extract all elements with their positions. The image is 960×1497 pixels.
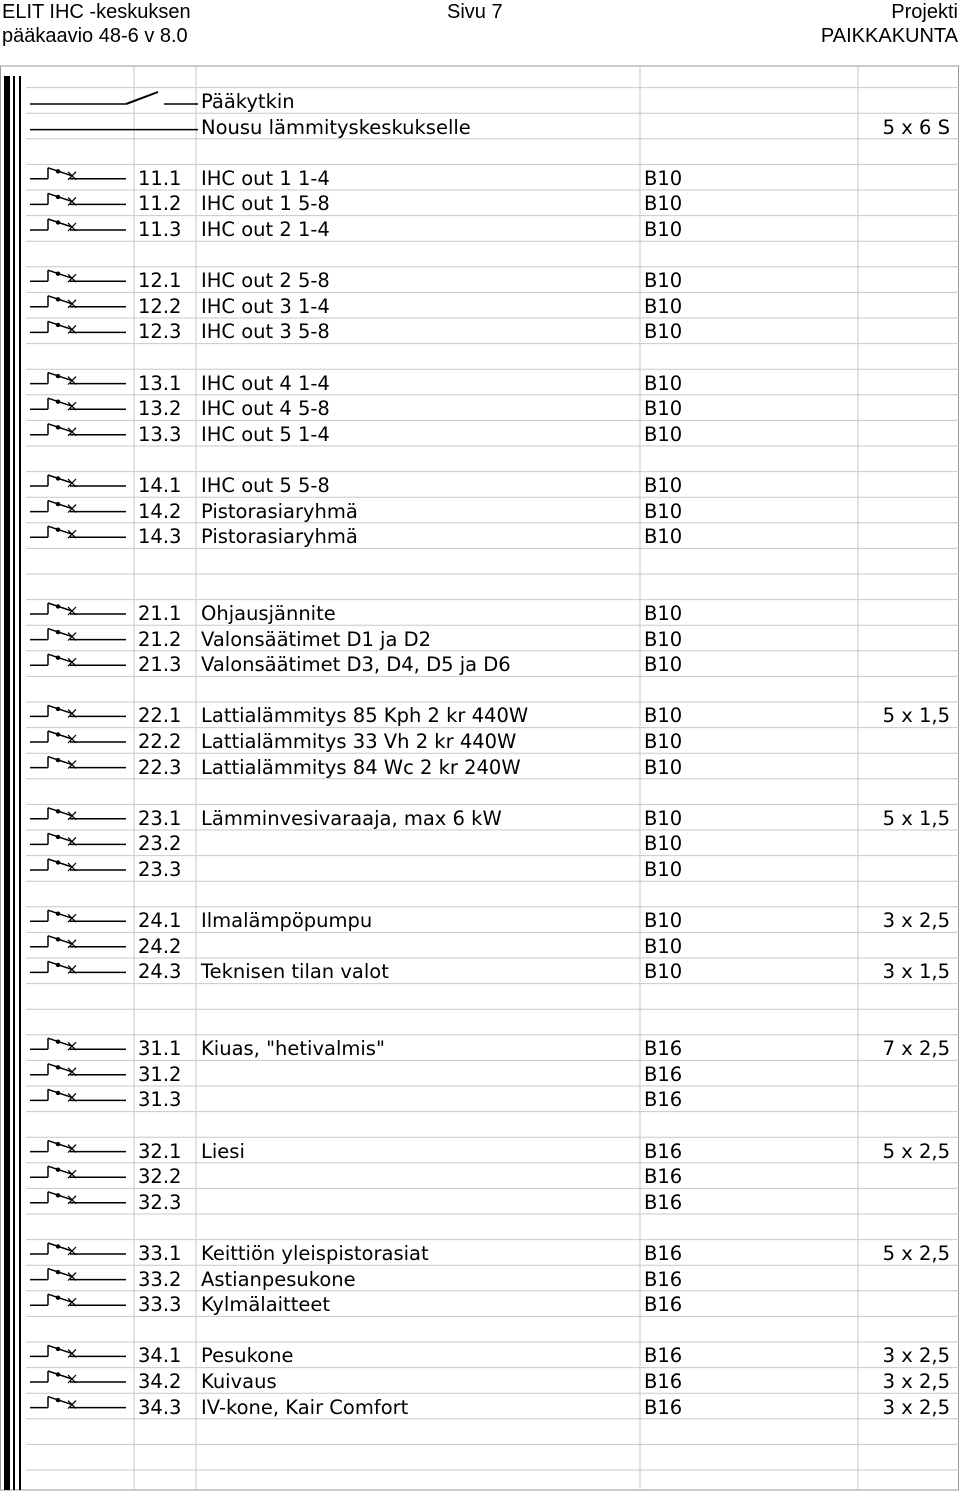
circuit-fuse: B10 [644,832,683,856]
circuit-id: 34.2 [138,1370,182,1393]
breaker-symbol [30,1192,126,1204]
circuit-description: Lattialämmitys 85 Kph 2 kr 440W [201,704,529,728]
switch-blade [126,92,158,104]
circuit-fuse: B16 [644,1267,683,1291]
feed-cable: 5 x 6 S [882,115,950,139]
circuit-id: 12.3 [138,320,182,344]
circuit-fuse: B10 [644,755,683,779]
circuit-id: 32.1 [138,1139,182,1163]
circuit-description: Lattialämmitys 33 Vh 2 kr 440W [201,730,517,753]
circuit-description: Keittiön yleispistorasiat [201,1242,429,1265]
breaker-dot [56,1065,60,1069]
breaker-dot [56,1193,60,1197]
circuit-id: 33.3 [138,1293,182,1317]
circuit-description: IHC out 2 5-8 [201,269,330,293]
breaker-dot [56,1244,60,1248]
circuit-id: 23.1 [138,806,182,830]
breaker-symbol [30,1166,126,1178]
breaker-symbol [30,757,126,769]
circuit-description: IHC out 1 5-8 [201,192,330,216]
circuit-id: 14.1 [138,474,182,497]
circuit-fuse: B16 [644,1344,683,1368]
circuit-cable: 3 x 2,5 [882,909,950,933]
circuit-cable: 3 x 2,5 [882,1395,950,1419]
circuit-fuse: B10 [644,653,683,677]
breaker-symbol [30,705,126,717]
circuit-fuse: B10 [644,320,683,344]
breaker-dot [56,732,60,736]
circuit-cable: 3 x 1,5 [882,960,950,984]
circuit-id: 24.3 [138,960,182,984]
project-label: Projekti [891,1,958,23]
breaker-symbol [30,296,126,308]
circuit-id: 34.3 [138,1395,182,1419]
circuit-description: Ohjausjännite [201,602,336,625]
circuit-fuse: B10 [644,166,683,190]
circuit-id: 12.2 [138,294,182,318]
circuit-id: 13.1 [138,371,182,395]
circuit-description: IHC out 2 1-4 [201,218,330,241]
breaker-symbol [30,373,126,385]
breaker-symbol [30,526,126,538]
circuit-id: 11.3 [138,218,182,241]
circuit-id: 21.1 [138,602,182,625]
circuit-fuse: B10 [644,525,683,549]
circuit-fuse: B10 [644,960,683,984]
circuit-id: 22.1 [138,704,182,728]
circuit-id: 11.2 [138,192,182,216]
breaker-dot [56,425,60,429]
circuit-id: 21.2 [138,627,182,651]
breaker-dot [56,1296,60,1300]
circuit-fuse: B10 [644,934,683,958]
breaker-symbol [30,1243,126,1255]
breaker-dot [56,630,60,634]
breaker-dot [56,937,60,941]
circuit-id: 23.2 [138,832,182,856]
circuit-fuse: B10 [644,269,683,293]
circuit-description: Kuivaus [201,1370,277,1393]
circuit-id: 21.3 [138,653,182,677]
circuit-fuse: B10 [644,858,683,881]
circuit-fuse: B16 [644,1370,683,1393]
breaker-dot [56,476,60,480]
breaker-symbol [30,808,126,820]
breaker-dot [56,604,60,608]
circuit-id: 24.1 [138,909,182,933]
feed-label: Nousu lämmityskeskukselle [201,115,471,139]
breaker-dot [56,963,60,967]
circuit-description: IHC out 4 1-4 [201,371,330,395]
title-line-1: ELIT IHC -keskuksen [2,1,191,23]
circuit-id: 31.2 [138,1062,182,1086]
title-line-2: pääkaavio 48-6 v 8.0 [2,25,188,47]
breaker-symbol [30,398,126,410]
breaker-dot [56,758,60,762]
circuit-id: 34.1 [138,1344,182,1368]
breaker-dot [56,400,60,404]
breaker-dot [56,1168,60,1172]
circuit-fuse: B16 [644,1037,683,1061]
breaker-dot [56,835,60,839]
circuit-id: 24.2 [138,934,182,958]
circuit-description: Kiuas, "hetivalmis" [201,1037,385,1061]
circuit-description: IHC out 3 5-8 [201,320,330,344]
main-switch-symbol [30,92,198,104]
circuit-fuse: B16 [644,1062,683,1086]
circuit-fuse: B10 [644,806,683,830]
circuit-id: 13.3 [138,422,182,446]
circuit-description: Ilmalämpöpumpu [201,909,373,933]
circuit-id: 31.3 [138,1088,182,1112]
breaker-dot [56,195,60,199]
breaker-symbol [30,321,126,333]
circuit-cable: 5 x 2,5 [882,1139,950,1163]
circuit-id: 11.1 [138,166,182,190]
circuit-description: Pistorasiaryhmä [201,525,358,549]
breaker-symbol [30,168,126,180]
breaker-symbol [30,219,126,231]
circuit-fuse: B10 [644,730,683,753]
circuit-id: 12.1 [138,269,182,293]
breaker-symbol [30,1038,126,1050]
circuit-description: Valonsäätimet D3, D4, D5 ja D6 [201,653,511,677]
circuit-description: Teknisen tilan valot [201,960,389,984]
circuit-id: 31.1 [138,1037,182,1061]
breaker-symbol [30,475,126,487]
breaker-dot [56,323,60,327]
circuit-id: 22.2 [138,730,182,753]
circuit-fuse: B10 [644,474,683,497]
circuit-description: IHC out 4 5-8 [201,397,330,421]
breaker-symbol [30,629,126,641]
busbar-l1 [4,76,10,1490]
breaker-dot [56,809,60,813]
circuit-description: Pesukone [201,1344,294,1368]
breaker-dot [56,220,60,224]
circuit-description: Lämminvesivaraaja, max 6 kW [201,806,502,830]
breaker-dot [56,169,60,173]
circuit-id: 13.2 [138,397,182,421]
breaker-symbol [30,270,126,282]
circuit-fuse: B16 [644,1165,683,1189]
circuit-fuse: B10 [644,627,683,651]
busbars [4,76,20,1490]
circuit-fuse: B16 [644,1190,683,1214]
circuit-fuse: B16 [644,1088,683,1112]
circuit-description: Valonsäätimet D1 ja D2 [201,627,432,651]
breaker-symbol [30,193,126,205]
main-switch-label: Pääkytkin [201,90,295,113]
circuit-cable: 7 x 2,5 [882,1037,950,1061]
circuit-cable: 3 x 2,5 [882,1370,950,1393]
circuit-description: Kylmälaitteet [201,1293,330,1317]
circuit-cable: 5 x 2,5 [882,1242,950,1265]
circuit-id: 22.3 [138,755,182,779]
circuit-id: 14.2 [138,499,182,523]
breaker-dot [56,272,60,276]
circuit-fuse: B10 [644,294,683,318]
breaker-symbol [30,731,126,743]
breaker-symbol [30,859,126,871]
page-number: Sivu 7 [447,1,503,23]
breaker-dot [56,707,60,711]
circuit-fuse: B10 [644,422,683,446]
breaker-symbol [30,1269,126,1281]
circuit-cable: 5 x 1,5 [882,704,950,728]
circuit-description: IHC out 5 5-8 [201,474,330,497]
circuit-fuse: B10 [644,909,683,933]
circuit-id: 32.3 [138,1190,182,1214]
breaker-symbol [30,1397,126,1409]
circuit-description: Liesi [201,1139,245,1163]
breaker-symbol [30,910,126,922]
circuit-cable: 3 x 2,5 [882,1344,950,1368]
circuit-description: IHC out 3 1-4 [201,294,330,318]
circuit-fuse: B16 [644,1139,683,1163]
breaker-dot [56,1091,60,1095]
circuit-fuse: B10 [644,499,683,523]
circuit-id: 23.3 [138,858,182,881]
breaker-dot [56,297,60,301]
circuit-fuse: B10 [644,704,683,728]
circuit-fuse: B10 [644,218,683,241]
breaker-symbol [30,603,126,615]
circuit-description: Lattialämmitys 84 Wc 2 kr 240W [201,755,521,779]
breaker-dot [56,1040,60,1044]
breaker-dot [56,374,60,378]
circuit-fuse: B10 [644,192,683,216]
circuit-description: IHC out 1 1-4 [201,166,330,190]
breaker-symbol [30,961,126,973]
circuit-id: 33.1 [138,1242,182,1265]
circuit-fuse: B16 [644,1242,683,1265]
circuit-id: 33.2 [138,1267,182,1291]
breaker-symbol [30,833,126,845]
circuit-fuse: B10 [644,602,683,625]
breaker-dot [56,502,60,506]
breaker-symbol [30,1294,126,1306]
breaker-symbol [30,1089,126,1101]
circuit-id: 14.3 [138,525,182,549]
breaker-dot [56,912,60,916]
circuit-cable: 5 x 1,5 [882,806,950,830]
breaker-symbol [30,1064,126,1076]
circuit-fuse: B16 [644,1293,683,1317]
breaker-symbol [30,1345,126,1357]
breaker-symbol [30,1371,126,1383]
circuit-description: IV-kone, Kair Comfort [201,1395,409,1419]
breaker-dot [56,1270,60,1274]
breaker-dot [56,1347,60,1351]
circuit-fuse: B10 [644,371,683,395]
breaker-dot [56,656,60,660]
breaker-symbol [30,1141,126,1153]
breaker-dot [56,1372,60,1376]
circuit-id: 32.2 [138,1165,182,1189]
circuit-description: Pistorasiaryhmä [201,499,358,523]
circuit-description: Astianpesukone [201,1267,356,1291]
circuit-description: IHC out 5 1-4 [201,422,330,446]
project-location: PAIKKAKUNTA [820,25,958,47]
breaker-dot [56,528,60,532]
breaker-dot [56,1142,60,1146]
breaker-dot [56,860,60,864]
circuit-fuse: B10 [644,397,683,421]
breaker-symbol [30,424,126,436]
circuit-fuse: B16 [644,1395,683,1419]
breaker-symbol [30,501,126,513]
breaker-dot [56,1398,60,1402]
breaker-symbol [30,654,126,666]
breaker-symbol [30,936,126,948]
